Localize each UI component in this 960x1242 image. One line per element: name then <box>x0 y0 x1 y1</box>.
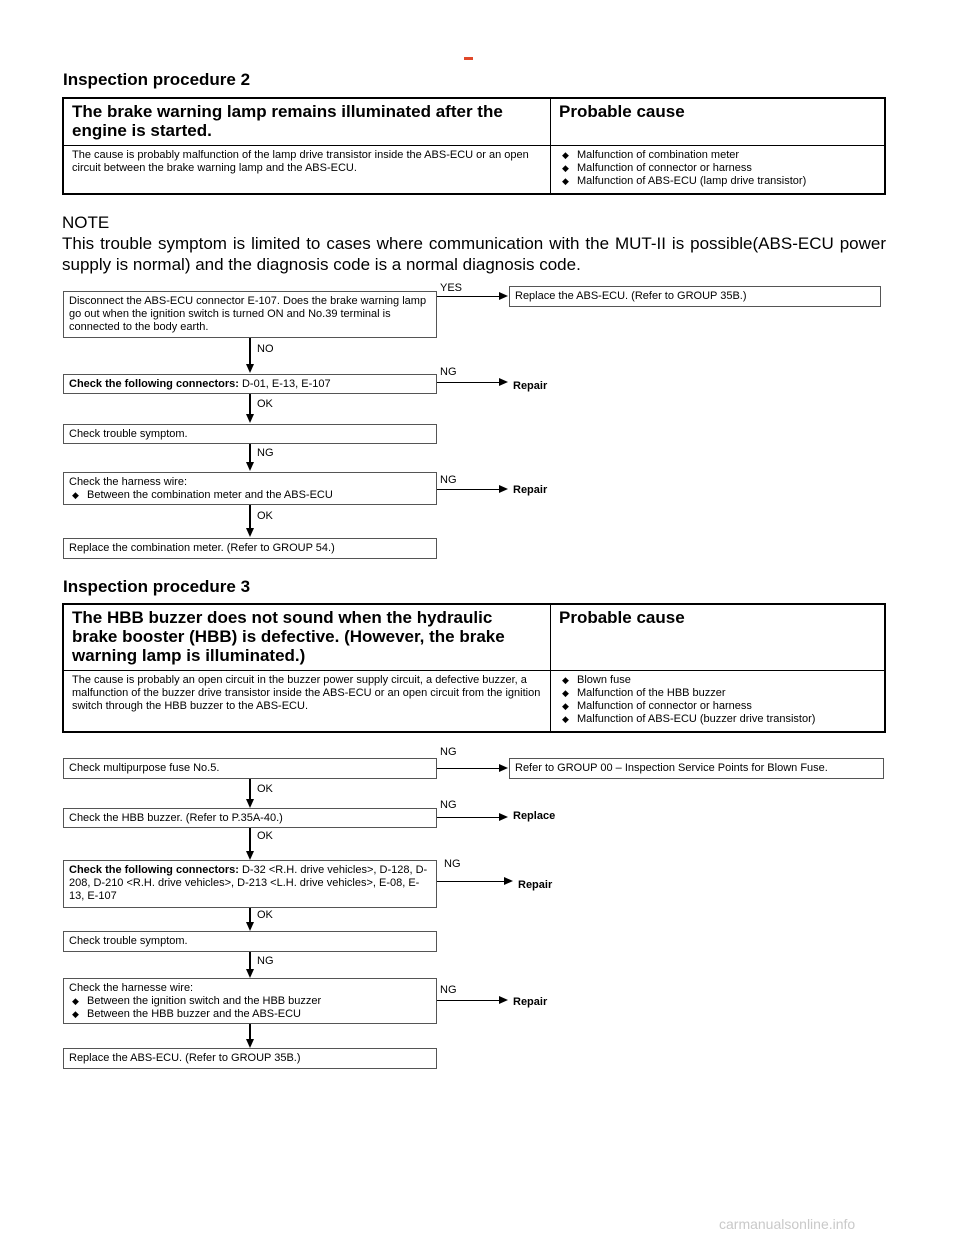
step-line: Check the harness wire: <box>69 476 187 488</box>
flow-step-harness <box>63 472 437 505</box>
ok-label: OK <box>257 398 273 410</box>
arrow-down-icon <box>246 414 254 423</box>
repair-label: Repair <box>513 996 548 1008</box>
list-item: ◆ Malfunction of connector or harness <box>559 162 876 175</box>
flow-result-fuse-reference: Refer to GROUP 00 – Inspection Service Points for Blown Fuse. <box>509 758 884 779</box>
repair-label: Repair <box>518 879 553 891</box>
flow-connector <box>249 1024 251 1039</box>
probable-cause-header: Probable cause <box>551 98 886 146</box>
ng-label: NG <box>440 984 457 996</box>
header-mark <box>464 57 473 60</box>
ng-arrow-line <box>437 881 504 882</box>
arrow-down-icon <box>246 799 254 808</box>
ok-label: OK <box>257 783 273 795</box>
yes-label: YES <box>440 282 463 294</box>
list-item: ◆ Malfunction of connector or harness <box>559 700 876 713</box>
arrow-right-icon <box>499 378 508 386</box>
arrow-right-icon <box>499 764 508 772</box>
arrow-down-icon <box>246 364 254 373</box>
ok-label: OK <box>257 510 273 522</box>
ng-label: NG <box>257 447 274 459</box>
cause-description: The cause is probably an open circuit in the buzzer power supply circuit, a defective buzzer, a malfunction of the buzzer drive transistor inside the ABS-ECU or an open circuit from the ignition switch through the HBB buzzer to the ABS-ECU. <box>63 671 551 733</box>
flow-step-check-symptom: Check trouble symptom. <box>63 424 437 444</box>
probable-cause-list <box>551 671 886 733</box>
note-block <box>62 212 886 275</box>
arrow-down-icon <box>246 922 254 931</box>
list-item: ◆ Between the ignition switch and the HBB buzzer <box>69 995 431 1008</box>
flow-step-connectors <box>63 860 437 908</box>
replace-label: Replace <box>513 810 556 822</box>
flow-connector <box>249 444 251 462</box>
arrow-down-icon <box>246 851 254 860</box>
flow-result-replace-ecu: Replace the ABS-ECU. (Refer to GROUP 35B.) <box>509 286 881 307</box>
flow-connector <box>249 338 251 364</box>
flow-step-check-fuse: Check multipurpose fuse No.5. <box>63 758 437 779</box>
flow-connector <box>249 952 251 969</box>
ng-label: NG <box>440 799 457 811</box>
probable-cause-list <box>551 146 886 195</box>
list-item: ◆ Blown fuse <box>559 674 876 687</box>
note-label: NOTE <box>62 213 110 232</box>
arrow-right-icon <box>499 292 508 300</box>
step-bold-label: Check the following connectors: <box>69 378 239 390</box>
flow-connector <box>249 505 251 528</box>
yes-arrow-line <box>437 296 499 297</box>
repair-label: Repair <box>513 484 548 496</box>
step-connector-list: D-32 <R.H. drive vehicles>, D-128, D-208, D-210 <R.H. drive vehicles>, D-213 <L.H. drive vehicles>, E-08, E-13, E-107 <box>69 864 428 902</box>
flow-connector <box>249 908 251 922</box>
arrow-right-icon <box>504 877 513 885</box>
flow-step-check-buzzer: Check the HBB buzzer. (Refer to P.35A-40.) <box>63 808 437 828</box>
ng-arrow-line <box>437 817 499 818</box>
ng-label: NG <box>440 366 457 378</box>
ng-label: NG <box>257 955 274 967</box>
watermark: carmanualsonline.info <box>719 1216 856 1232</box>
flow-step-harness <box>63 978 437 1024</box>
symptom-table-proc3 <box>62 603 886 733</box>
repair-label: Repair <box>513 380 548 392</box>
arrow-down-icon <box>246 528 254 537</box>
cause-description: The cause is probably malfunction of the lamp drive transistor inside the ABS-ECU or an open circuit between the brake warning lamp and the ABS-ECU. <box>63 146 551 195</box>
step-connector-list: D-01, E-13, E-107 <box>238 378 331 390</box>
list-item: ◆ Malfunction of combination meter <box>559 149 876 162</box>
flow-step-replace-meter: Replace the combination meter. (Refer to GROUP 54.) <box>63 538 437 559</box>
step-bold-label: Check the following connectors: <box>69 864 239 876</box>
flow-connector <box>249 394 251 414</box>
arrow-down-icon <box>246 462 254 471</box>
ng-label: NG <box>440 746 457 758</box>
list-item: ◆ Malfunction of ABS-ECU (buzzer drive transistor) <box>559 713 876 726</box>
arrow-right-icon <box>499 813 508 821</box>
ng-arrow-line <box>437 382 499 383</box>
arrow-right-icon <box>499 485 508 493</box>
arrow-right-icon <box>499 996 508 1004</box>
flow-step-connectors <box>63 374 437 394</box>
arrow-down-icon <box>246 1039 254 1048</box>
ng-arrow-line <box>437 768 499 769</box>
arrow-down-icon <box>246 969 254 978</box>
ng-label: NG <box>444 858 461 870</box>
no-label: NO <box>257 343 274 355</box>
note-text: This trouble symptom is limited to cases where communication with the MUT-II is possible(ABS-ECU power supply is normal) and the diagnosis code is a normal diagnosis code. <box>62 234 886 274</box>
flow-step-check-symptom: Check trouble symptom. <box>63 931 437 952</box>
probable-cause-header: Probable cause <box>551 604 886 671</box>
section-title-proc3: Inspection procedure 3 <box>63 577 251 596</box>
list-item: ◆ Malfunction of the HBB buzzer <box>559 687 876 700</box>
symptom-text: The brake warning lamp remains illuminated after the engine is started. <box>63 98 551 146</box>
flow-connector <box>249 779 251 799</box>
ng-arrow-line <box>437 1000 499 1001</box>
ok-label: OK <box>257 830 273 842</box>
symptom-table-proc2 <box>62 97 886 195</box>
flow-step-replace-ecu: Replace the ABS-ECU. (Refer to GROUP 35B.) <box>63 1048 437 1069</box>
section-title-proc2: Inspection procedure 2 <box>63 70 251 89</box>
flow-step-disconnect: Disconnect the ABS-ECU connector E-107. Does the brake warning lamp go out when the ignition switch is turned ON and No.39 terminal is connected to the body earth. <box>63 291 437 338</box>
flow-connector <box>249 828 251 851</box>
ng-arrow-line <box>437 489 499 490</box>
step-line: Check the harnesse wire: <box>69 982 194 994</box>
ng-label: NG <box>440 474 457 486</box>
list-item: ◆ Between the HBB buzzer and the ABS-ECU <box>69 1008 431 1021</box>
ok-label: OK <box>257 909 273 921</box>
symptom-text: The HBB buzzer does not sound when the hydraulic brake booster (HBB) is defective. (However, the brake warning lamp is illuminated.) <box>63 604 551 671</box>
list-item: ◆ Between the combination meter and the ABS-ECU <box>69 489 431 502</box>
list-item: ◆ Malfunction of ABS-ECU (lamp drive transistor) <box>559 175 876 188</box>
